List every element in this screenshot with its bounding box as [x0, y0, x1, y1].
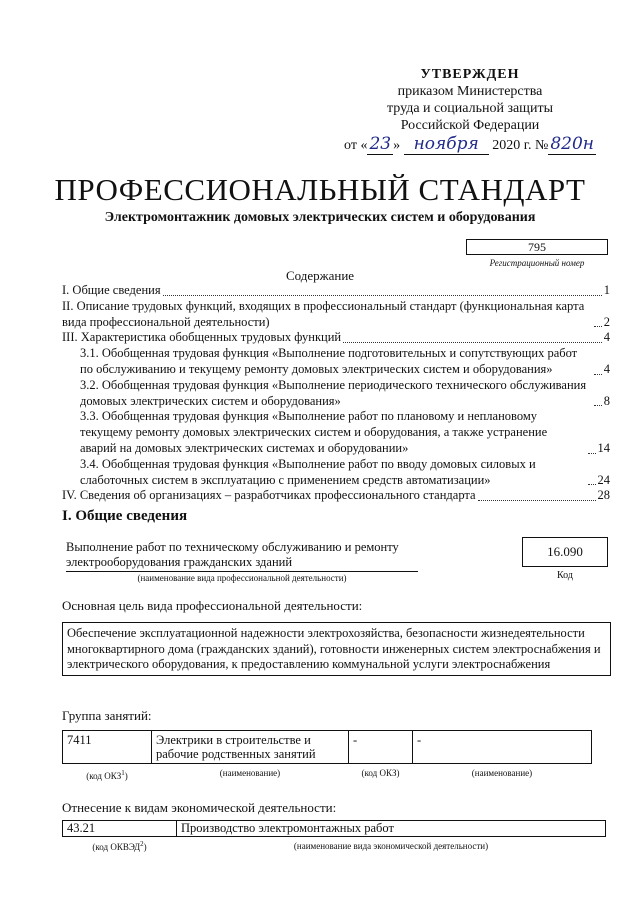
okved-label: Отнесение к видам экономической деятельности: — [62, 800, 337, 815]
toc-page-number: 24 — [597, 472, 610, 487]
toc-item-text: 3.1. Обобщенная трудовая функция «Выполнение подготовительных и сопутствующих работ по обслуживанию и текущему ремонту домовых электрических систем и оборудования» — [80, 346, 578, 376]
okved-name: Производство электромонтажных работ — [177, 821, 606, 837]
okz-code: 7411 — [63, 731, 152, 764]
okz-name-label-2: (наименование) — [471, 768, 533, 778]
table-row — [63, 731, 592, 764]
toc-page-number: 14 — [597, 440, 610, 455]
toc-heading: Содержание — [285, 268, 355, 283]
okz-name: Электрики в строительстве и рабочие родственных занятий — [152, 731, 349, 764]
toc-leader — [588, 484, 596, 485]
toc-page-number: 1 — [603, 283, 610, 297]
toc-item-text: 3.2. Обобщенная трудовая функция «Выполнение периодического технического обслуживания домовых электрических систем и оборудования» — [80, 377, 587, 408]
toc-leader — [594, 326, 602, 327]
okved-code-label: (код ОКВЭД$^2$) — [92, 840, 147, 852]
approval-line-2: приказом Министерства — [397, 84, 543, 99]
toc-page-number: 4 — [603, 361, 610, 376]
order-number: 820н — [550, 134, 594, 154]
toc-item — [62, 488, 610, 504]
toc-item-text: 3.3. Обобщенная трудовая функция «Выполнение работ по плановому и неплановому текущему ремонту домовых электрических систем и оборудования, а также устранение аварий на домовых электрических системах и оборудовании» — [80, 409, 548, 455]
toc-leader — [343, 342, 602, 343]
document-subtitle: Электромонтажник домовых электрических систем и оборудования — [104, 210, 536, 225]
approval-title: УТВЕРЖДЕН — [420, 67, 520, 82]
okz-name-label: (наименование) — [219, 768, 281, 778]
approval-line-3: труда и социальной защиты — [387, 101, 553, 116]
okved-name-label: (наименование вида экономической деятельности) — [293, 840, 489, 851]
date-day: 23 — [369, 134, 392, 154]
toc-item — [62, 299, 610, 331]
table-row-labels — [63, 764, 592, 786]
date-year: 2020 г. № — [492, 138, 549, 153]
okz-code-label-2: (код ОКЗ) — [361, 768, 400, 778]
toc-item — [62, 409, 610, 456]
toc-item — [62, 346, 610, 378]
okz-code-2: - — [349, 731, 413, 764]
okved-table — [62, 820, 606, 855]
toc-leader — [478, 500, 596, 501]
approval-date-line — [340, 136, 600, 154]
toc-page-number: 8 — [603, 393, 610, 408]
approval-block — [340, 66, 600, 154]
goal-label: Основная цель вида профессиональной деятельности: — [62, 598, 363, 613]
toc-item — [62, 283, 610, 299]
approval-line-4: Российской Федерации — [400, 118, 540, 133]
okz-name-2: - — [413, 731, 592, 764]
toc-page-number: 2 — [603, 314, 610, 329]
toc-item-text: 3.4. Обобщенная трудовая функция «Выполнение работ по вводу домовых силовых и слаботочных систем в эксплуатацию с применением средств автоматизации» — [80, 456, 536, 487]
document-title: ПРОФЕССИОНАЛЬНЫЙ СТАНДАРТ — [54, 172, 586, 207]
toc-leader — [594, 405, 602, 406]
toc-item — [62, 378, 610, 410]
toc-item-text: IV. Сведения об организациях – разработчиках профессионального стандарта — [62, 488, 476, 503]
registration-number: 795 — [466, 239, 608, 255]
toc-leader — [588, 453, 596, 454]
registration-label: Регистрационный номер — [489, 258, 585, 268]
table-row — [63, 821, 606, 837]
code-label: Код — [557, 570, 573, 581]
toc-item-text: II. Описание трудовых функций, входящих в профессиональный стандарт (функциональная карта вида профессиональной деятельности) — [62, 298, 585, 329]
toc-page-number: 28 — [597, 488, 610, 503]
group-label: Группа занятий: — [62, 708, 152, 723]
toc-leader — [594, 374, 602, 375]
toc-item-text: III. Характеристика обобщенных трудовых функций — [62, 330, 342, 345]
activity-code: 16.090 — [522, 537, 608, 567]
date-prefix: от « — [344, 138, 368, 153]
activity-underline — [66, 571, 418, 572]
activity-name: Выполнение работ по техническому обслуживанию и ремонту электрооборудования гражданских зданий — [66, 540, 399, 569]
occupation-group-table — [62, 730, 592, 785]
goal-text: Обеспечение эксплуатационной надежности электрохозяйства, безопасности жизнедеятельности многоквартирного дома (гражданских зданий), готовности инженерных систем электроснабжения и электрического оборудования, к предоставлению коммунальной услуги электроснабжения — [62, 622, 611, 676]
toc-page-number: 4 — [603, 330, 610, 345]
okz-code-label: (код ОКЗ$^1$) — [86, 769, 128, 781]
table-of-contents — [62, 283, 610, 504]
okved-code: 43.21 — [63, 821, 177, 837]
activity-label: (наименование вида профессиональной деятельности) — [137, 573, 347, 583]
toc-item — [62, 457, 610, 489]
section-heading: I. Общие сведения — [62, 508, 188, 524]
date-mid: » — [393, 138, 401, 153]
table-row-labels — [63, 837, 606, 856]
toc-leader — [163, 295, 602, 296]
date-month: ноября — [404, 134, 489, 155]
toc-item — [62, 330, 610, 346]
toc-item-text: I. Общие сведения — [62, 283, 161, 297]
